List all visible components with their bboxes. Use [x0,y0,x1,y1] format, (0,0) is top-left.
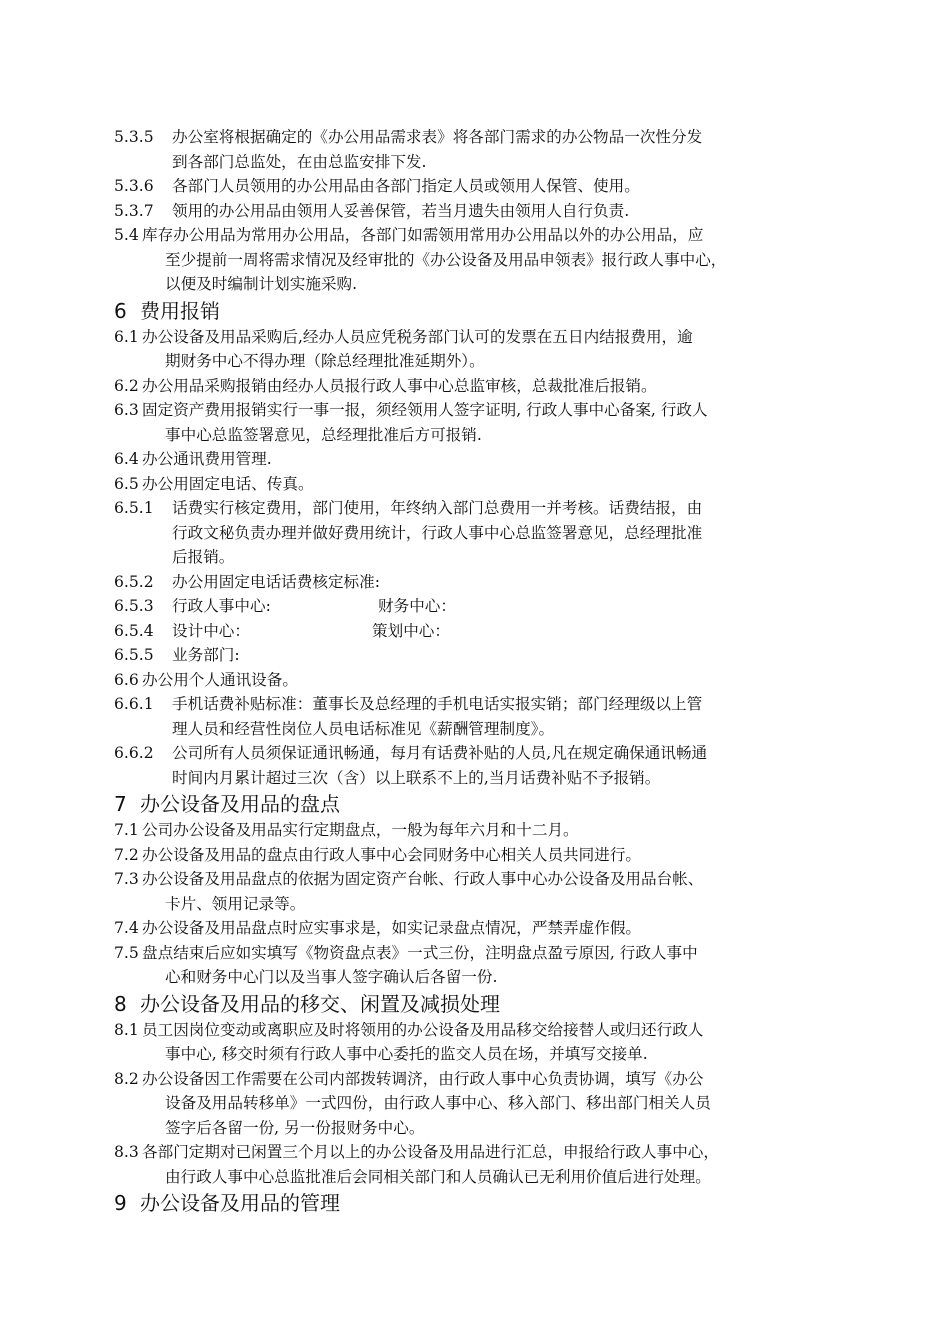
clause-text: 办公室将根据确定的《办公用品需求表》将各部门需求的办公物品一次性分发 [172,128,703,146]
clause-number: 7.2 [114,845,139,864]
clause-5-3-7 [114,199,844,224]
section-number: 9 [114,1191,127,1215]
clause-6-5-3 [114,594,844,619]
clause-number: 6.1 [114,327,139,346]
clause-number: 7.1 [114,821,139,839]
clause-number: 6.6.1 [114,695,154,713]
clause-6-4 [114,447,844,472]
clause-6-6-1 [114,692,844,741]
clause-text: 办公用固定电话话费核定标准: [172,572,380,591]
clause-6-6 [114,668,844,693]
clause-text: 公司办公设备及用品实行定期盘点，一般为每年六月和十二月。 [142,821,579,839]
section-number: 7 [114,792,127,816]
clause-6-5-2 [114,570,844,595]
clause-5-3-5 [114,125,844,174]
clause-text-continued: 卡片、领用记录等。 [165,894,306,913]
clause-number: 5.3.5 [114,128,154,146]
clause-text: 各部门定期对已闲置三个月以上的办公设备及用品进行汇总，申报给行政人事中心， [142,1143,719,1161]
clause-text: 办公设备及用品盘点时应实事求是，如实记录盘点情况，严禁弄虚作假。 [142,919,642,937]
clause-6-1 [114,325,844,374]
clause-number: 6.5.3 [114,597,154,615]
section-heading-9 [114,1189,844,1217]
clause-number: 6.4 [114,450,139,468]
clause-number: 5.4 [114,226,139,244]
clause-8-3 [114,1140,844,1189]
clause-text-continued: 到各部门总监处，在由总监安排下发. [172,152,427,171]
clause-text: 库存办公用品为常用办公用品，各部门如需领用常用办公用品以外的办公用品，应 [142,226,704,244]
clause-text: 办公设备及用品盘点的依据为固定资产台帐、行政人事中心办公设备及用品台帐、 [142,870,704,888]
clause-text-continued: 设备及用品转移单》一式四份，由行政人事中心、移入部门、移出部门相关人员 [165,1094,711,1112]
clause-text: 固定资产费用报销实行一事一报，须经领用人签字证明, 行政人事中心备案, 行政人 [142,401,708,419]
document-body [114,125,844,1217]
clause-number: 5.3.6 [114,177,154,195]
clause-number: 6.5 [114,474,139,493]
clause-text: 办公用品采购报销由经办人员报行政人事中心总监审核，总裁批准后报销。 [142,376,657,395]
clause-6-2 [114,374,844,399]
clause-text: 办公设备及用品的盘点由行政人事中心会同财务中心相关人员共同进行。 [142,845,642,864]
clause-text-continued: 理人员和经营性岗位人员电话标准见《薪酬管理制度》。 [172,719,555,738]
clause-text-continued: 签字后各留一份, 另一份报财务中心。 [165,1118,425,1137]
clause-8-1 [114,1018,844,1067]
clause-number: 7.5 [114,943,139,962]
section-heading-8 [114,990,844,1018]
clause-number: 6.5.5 [114,646,154,664]
clause-6-5-4 [114,619,844,644]
clause-text: 员工因岗位变动或离职应及时将领用的办公设备及用品移交给接替人或归还行政人 [142,1020,704,1039]
clause-text-continued: 事中心总监签署意见，总经理批准后方可报销. [165,425,482,444]
clause-number: 7.4 [114,919,139,937]
clause-text-continued: 心和财务中心门以及当事人签字确认后各留一份. [165,968,498,986]
clause-text: 盘点结束后应如实填写《物资盘点表》一式三份，注明盘点盈亏原因, 行政人事中 [142,943,698,962]
clause-number: 6.5.1 [114,499,154,517]
clause-8-2 [114,1067,844,1141]
clause-text: 各部门人员领用的办公用品由各部门指定人员或领用人保管、使用。 [172,177,640,195]
clause-6-6-2 [114,741,844,790]
clause-text-continued: 时间内月累计超过三次（含）以上联系不上的,当月话费补贴不予报销。 [172,768,661,787]
clause-number: 6.5.2 [114,572,154,591]
clause-number: 6.2 [114,376,139,395]
clause-7-5 [114,941,844,990]
clause-text-continued: 由行政人事中心总监批准后会同相关部门和人员确认已无利用价值后进行处理。 [165,1167,711,1186]
clause-7-2 [114,843,844,868]
clause-text: 办公用固定电话、传真。 [142,474,314,493]
section-title: 办公设备及用品的移交、闲置及减损处理 [140,991,500,1016]
clause-text: 办公设备及用品采购后,经办人员应凭税务部门认可的发票在五日内结报费用，逾 [142,327,693,346]
clause-number: 7.3 [114,870,139,888]
clause-text: 话费实行核定费用，部门使用，年终纳入部门总费用一并考核。话费结报，由 [172,499,703,517]
clause-number: 6.6.2 [114,744,154,762]
clause-text: 办公设备因工作需要在公司内部拨转调济，由行政人事中心负责协调，填写《办公 [142,1069,704,1088]
clause-number: 8.3 [114,1143,139,1161]
section-number: 6 [114,298,127,323]
clause-6-3 [114,398,844,447]
department-label: 策划中心： [372,621,450,640]
clause-number: 6.6 [114,670,139,689]
clause-text-continued: 期财务中心不得办理（除总经理批准延期外）。 [165,352,485,370]
clause-5-4 [114,223,844,297]
clause-text: 办公用个人通讯设备。 [142,670,298,689]
department-label: 财务中心： [378,597,456,615]
clause-5-3-6 [114,174,844,199]
clause-number: 5.3.7 [114,201,154,220]
department-label: 行政人事中心: [172,597,271,615]
clause-text-continued: 以便及时编制计划实施采购. [165,275,358,293]
section-number: 8 [114,991,127,1016]
clause-number: 6.3 [114,401,139,419]
clause-text-continued: 行政文秘负责办理并做好费用统计，行政人事中心总监签署意见，总经理批准 [172,523,703,542]
clause-6-5-5 [114,643,844,668]
clause-7-1 [114,818,844,843]
section-title: 费用报销 [140,298,220,323]
clause-number: 8.2 [114,1069,139,1088]
clause-text: 业务部门: [172,646,240,664]
clause-7-4 [114,916,844,941]
clause-number: 6.5.4 [114,621,154,640]
clause-text-continued: 后报销。 [172,548,235,566]
clause-6-5 [114,472,844,497]
clause-7-3 [114,867,844,916]
section-heading-6 [114,297,844,325]
clause-text: 手机话费补贴标准：董事长及总经理的手机电话实报实销；部门经理级以上管 [172,695,703,713]
clause-text-continued: 事中心, 移交时须有行政人事中心委托的监交人员在场，并填写交接单. [165,1045,648,1063]
clause-text: 领用的办公用品由领用人妥善保管，若当月遗失由领用人自行负责. [172,201,630,220]
section-heading-7 [114,790,844,818]
clause-text-continued: 至少提前一周将需求情况及经审批的《办公设备及用品申领表》报行政人事中心， [165,250,727,269]
clause-text: 公司所有人员须保证通讯畅通，每月有话费补贴的人员,凡在规定确保通讯畅通 [172,744,708,762]
department-label: 设计中心： [172,621,250,640]
section-title: 办公设备及用品的盘点 [140,792,340,816]
clause-6-5-1 [114,496,844,570]
section-title: 办公设备及用品的管理 [140,1191,340,1215]
clause-number: 8.1 [114,1020,139,1039]
clause-text: 办公通讯费用管理. [142,450,272,468]
